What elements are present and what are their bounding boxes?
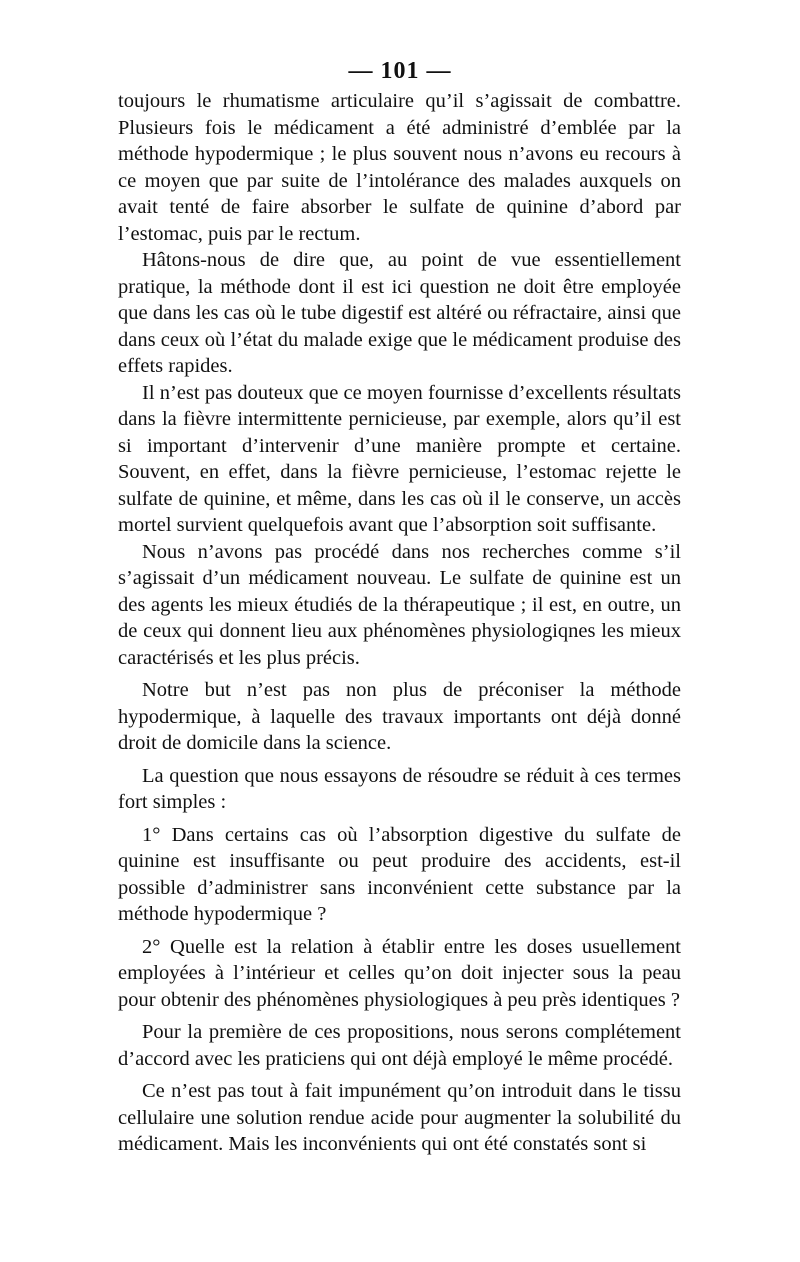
paragraph: Il n’est pas douteux que ce moyen fournisse d’excellents résultats dans la fièvre intermittente pernicieuse, par exemple, alors qu’il est si important d’intervenir d’une manière prompte et certaine. Souvent, en effet, dans la fièvre pernicieuse, l’estomac rejette le sulfate de quinine, et même, dans les cas où il le conserve, un accès mortel survient quelquefois avant que l’absorption soit suffisante. bbox=[118, 381, 681, 536]
body-text bbox=[118, 88, 681, 1158]
paragraph: toujours le rhumatisme articulaire qu’il s’agissait de combattre. Plusieurs fois le médicament a été administré d’emblée par la méthode hypodermique ; le plus souvent nous n’avons eu recours à ce moyen que par suite de l’intolérance des malades auxquels on avait tenté de faire absorber le sulfate de quinine d’abord par l’estomac, puis par le rectum. bbox=[118, 90, 681, 245]
paragraph: Pour la première de ces propositions, nous serons complétement d’accord avec les praticiens qui ont déjà employé le même procédé. bbox=[118, 1021, 681, 1070]
paragraph: La question que nous essayons de résoudre se réduit à ces termes fort simples : bbox=[118, 764, 681, 813]
paragraph: Notre but n’est pas non plus de préconiser la méthode hypodermique, à laquelle des travaux importants ont déjà donné droit de domicile dans la science. bbox=[118, 679, 681, 754]
paragraph: Hâtons-nous de dire que, au point de vue essentiellement pratique, la méthode dont il est ici question ne doit être employée que dans les cas où le tube digestif est altéré ou réfractaire, ainsi que dans ceux où l’état du malade exige que le médicament produise des effets rapides. bbox=[118, 249, 681, 377]
page-number: — 101 — bbox=[348, 58, 452, 84]
paragraph: Nous n’avons pas procédé dans nos recherches comme s’il s’agissait d’un médicament nouveau. Le sulfate de quinine est un des agents les mieux étudiés de la thérapeutique ; il est, en outre, un de ceux qui donnent lieu aux phénomènes physiologiqnes les mieux caractérisés et les plus précis. bbox=[118, 540, 681, 669]
paragraph: 1° Dans certains cas où l’absorption digestive du sulfate de quinine est insuffisante ou peut produire des accidents, est-il possible d’administrer sans inconvénient cette substance par la méthode hypodermique ? bbox=[118, 823, 681, 925]
paragraph: Ce n’est pas tout à fait impunément qu’on introduit dans le tissu cellulaire une solution rendue acide pour augmenter la solubilité du médicament. Mais les inconvénients qui ont été constatés sont si bbox=[118, 1080, 681, 1155]
paragraph: 2° Quelle est la relation à établir entre les doses usuellement employées à l’intérieur et celles qu’on doit injecter sous la peau pour obtenir des phénomènes physiologiques à peu près identiques ? bbox=[118, 935, 681, 1011]
